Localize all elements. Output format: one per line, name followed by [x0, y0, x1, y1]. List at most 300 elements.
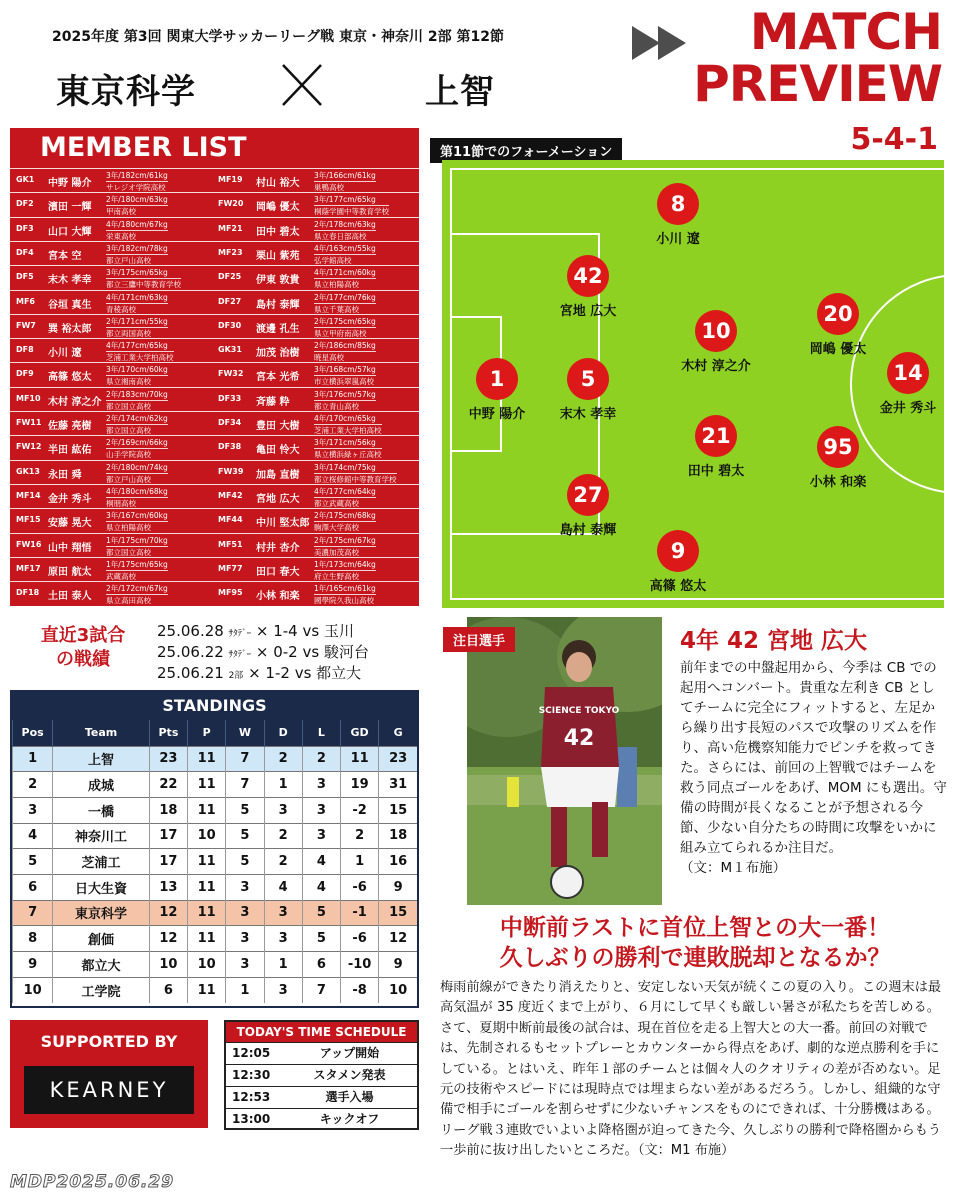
member-name: 末木 孝幸	[48, 275, 92, 287]
member-profile	[314, 316, 376, 339]
member-name: 亀田 怜大	[256, 445, 300, 457]
supported-by-label: SUPPORTED BY	[40, 1032, 178, 1051]
standings-cell: 1	[13, 746, 53, 772]
standings-row	[13, 900, 418, 926]
player-name: 宮地 広大	[559, 304, 617, 319]
member-row	[10, 217, 214, 241]
member-row	[214, 411, 419, 435]
member-profile	[106, 364, 168, 387]
member-school: 都立武蔵高校	[314, 498, 359, 508]
formation-pitch	[442, 160, 944, 608]
standings-cell: 3	[226, 952, 264, 978]
title-line-preview: PREVIEW	[693, 55, 942, 113]
member-position: MF19	[218, 175, 243, 184]
member-profile	[314, 583, 376, 606]
member-school: 國學院久我山高校	[314, 596, 374, 606]
member-profile	[314, 194, 389, 217]
standings-cell: 31	[379, 772, 417, 798]
standings-row	[13, 797, 418, 823]
sponsor-box	[10, 1020, 208, 1128]
member-name: 中川 堅太郎	[256, 518, 310, 530]
standings-row	[13, 746, 418, 772]
member-school: 甲南高校	[106, 207, 136, 217]
member-name: 山口 大輝	[48, 226, 92, 238]
formation-label: 第11節でのフォーメーション	[430, 138, 622, 163]
standings-cell: 1	[341, 849, 379, 875]
standings-cell: 10	[13, 977, 53, 1003]
standings-cell: 5	[226, 797, 264, 823]
member-stats: 3年/170cm/60kg	[106, 365, 168, 375]
standings-cell: 11	[188, 849, 226, 875]
member-row	[10, 581, 214, 605]
member-stats: 1年/175cm/65kg	[106, 559, 168, 569]
player-name: 小林 和楽	[809, 475, 867, 490]
member-school: 武蔵高校	[106, 571, 136, 581]
member-name: 土田 泰人	[48, 591, 92, 603]
standings-cell: 6	[13, 874, 53, 900]
standings-cell: 19	[341, 772, 379, 798]
formation-player	[633, 183, 723, 247]
member-school: 都立国立高校	[106, 547, 151, 557]
member-profile	[314, 340, 376, 363]
member-position: MF77	[218, 563, 243, 573]
article-headline	[440, 913, 950, 973]
member-position: FW39	[218, 466, 244, 476]
standings-cell: 22	[149, 772, 187, 798]
schedule-event: スタメン発表	[313, 1068, 386, 1082]
member-stats: 4年/171cm/60kg	[314, 268, 376, 278]
standings-header-cell: D	[264, 720, 302, 746]
headline-line2: 久しぶりの勝利で連敗脱却となるか？	[499, 945, 891, 971]
member-school: 芝浦工業大学柏高校	[314, 426, 382, 435]
standings-cell: 6	[302, 952, 340, 978]
formation-player	[671, 415, 761, 479]
standings-cell: 17	[149, 849, 187, 875]
member-school: 青稜高校	[106, 304, 136, 314]
member-stats: 2年/183cm/70kg	[106, 389, 168, 399]
standings-cell: 東京科学	[53, 900, 150, 926]
member-school: 都立国立高校	[106, 426, 151, 435]
jersey-text: SCIENCE TOKYO	[538, 706, 620, 716]
member-position: DF2	[16, 199, 34, 209]
member-name: 斉藤 粋	[256, 396, 290, 408]
player-number-badge: 27	[567, 474, 609, 516]
member-stats: 3年/167cm/60kg	[106, 511, 168, 521]
standings-cell: 創価	[53, 926, 150, 952]
standings-cell: -2	[341, 797, 379, 823]
member-school: 栄東高校	[106, 231, 136, 241]
match-result: × 1-2 vs 都立大	[248, 664, 362, 682]
member-row	[10, 508, 214, 532]
featured-player-text	[680, 658, 948, 878]
member-row	[10, 533, 214, 557]
member-position: DF30	[218, 320, 242, 330]
member-school: サレジオ学院高校	[106, 183, 166, 192]
player-number-badge: 14	[887, 352, 929, 394]
member-profile	[106, 389, 168, 412]
standings-cell: 11	[188, 977, 226, 1003]
standings-cell: 9	[379, 952, 417, 978]
member-name: 村山 裕大	[256, 178, 300, 189]
standings-cell: -8	[341, 977, 379, 1003]
member-profile	[106, 486, 168, 509]
standings-cell: 3	[264, 977, 302, 1003]
member-row	[214, 557, 419, 581]
member-name: 宮地 広大	[256, 493, 300, 505]
member-position: GK1	[16, 175, 35, 184]
standings-cell: 神奈川工	[53, 823, 150, 849]
standings-cell: 7	[226, 772, 264, 798]
standings-header-row	[13, 720, 418, 746]
formation-player	[793, 293, 883, 357]
standings-cell: 5	[226, 849, 264, 875]
member-stats: 3年/177cm/65kg	[314, 194, 389, 206]
match-competition: ｻﾀﾃﾞｰ	[228, 650, 252, 660]
standings-header-cell: Team	[53, 720, 150, 746]
standings-cell: 9	[13, 952, 53, 978]
player-name: 岡嶋 優太	[809, 342, 867, 357]
standings-cell: 3	[226, 900, 264, 926]
standings-header-cell: L	[302, 720, 340, 746]
standings-cell: 3	[264, 926, 302, 952]
member-profile	[314, 413, 382, 436]
member-profile	[106, 510, 168, 533]
member-name: 加島 直樹	[256, 469, 300, 481]
player-name: 島村 泰輝	[559, 523, 617, 538]
standings-cell: 3	[264, 797, 302, 823]
featured-player-label: 注目選手	[443, 627, 515, 652]
standings-cell: 3	[226, 874, 264, 900]
member-stats: 3年/174cm/75kg	[314, 462, 397, 474]
standings-cell: -10	[341, 952, 379, 978]
match-result: × 0-2 vs 駿河台	[255, 643, 369, 661]
member-row	[10, 168, 214, 192]
member-stats: 2年/171cm/55kg	[106, 316, 168, 326]
featured-player-description: 前年までの中盤起用から、今季は CB での起用へコンバート。貴重な左利き CB としてチームに完全にフィットすると、左足から繰り出す長短のパスで攻撃のリズムを作り、高い危機察知能力でピンチを救ってきた。さらには、前回の上智戦ではチームを救う同点ゴールをあげ、MOM にも選出。守備の時間が長くなることが予想される今節、少ない自分たちの時間に攻撃をいかに組み立てられるか注目だ。	[680, 660, 947, 856]
member-row	[10, 338, 214, 362]
standings-cell: 5	[302, 926, 340, 952]
standings-cell: 日大生資	[53, 874, 150, 900]
member-position: MF15	[16, 515, 41, 525]
member-profile	[106, 243, 168, 266]
standings-cell: 10	[188, 823, 226, 849]
member-name: 中野 陽介	[48, 178, 92, 189]
member-profile	[314, 486, 376, 509]
member-profile	[314, 559, 376, 582]
member-row	[214, 435, 419, 459]
member-name: 渡邊 孔生	[256, 323, 300, 335]
standings-cell: 1	[226, 977, 264, 1003]
member-row	[214, 460, 419, 484]
member-school: 都立青山高校	[314, 401, 359, 411]
recent-label-line1: 直近3試合	[40, 625, 126, 646]
featured-player-credit: （文：M１布施）	[680, 860, 787, 876]
member-row	[10, 314, 214, 338]
sponsor-logo: KEARNEY	[24, 1066, 194, 1114]
member-profile	[106, 413, 168, 436]
member-stats: 3年/166cm/61kg	[314, 171, 376, 180]
member-position: DF27	[218, 296, 242, 306]
member-name: 宮本 空	[48, 250, 82, 262]
member-position: MF17	[16, 563, 41, 573]
member-position: DF34	[218, 418, 242, 427]
member-profile	[314, 364, 376, 387]
member-name: 山中 翔悟	[48, 542, 92, 554]
member-row	[10, 460, 214, 484]
member-name: 金井 秀斗	[48, 493, 92, 505]
member-list-title: MEMBER LIST	[40, 132, 247, 163]
standings-cell: 3	[226, 926, 264, 952]
standings-row	[13, 926, 418, 952]
formation-player	[543, 358, 633, 422]
member-position: FW11	[16, 418, 42, 427]
member-stats: 2年/177cm/76kg	[314, 292, 376, 302]
member-school: 美濃加茂高校	[314, 547, 359, 557]
member-school: 桐蔭学園中等教育学校	[314, 207, 389, 217]
standings-cell: 2	[13, 772, 53, 798]
member-stats: 4年/171cm/63kg	[106, 292, 168, 302]
member-name: 濱田 一輝	[48, 202, 92, 214]
standings-cell: 1	[264, 952, 302, 978]
league-title: 2025年度 第3回 関東大学サッカーリーグ戦 東京・神奈川 2部 第12節	[52, 29, 505, 45]
member-row	[10, 387, 214, 411]
featured-player-photo	[467, 617, 662, 905]
member-stats: 1年/165cm/61kg	[314, 584, 376, 594]
member-profile	[106, 340, 174, 363]
member-row	[214, 314, 419, 338]
member-stats: 3年/182cm/61kg	[106, 171, 168, 180]
member-position: MF21	[218, 223, 243, 233]
schedule-row	[226, 1108, 417, 1130]
member-position: FW16	[16, 539, 42, 549]
home-team-name: 東京科学	[56, 72, 196, 112]
member-name: 原田 航太	[48, 566, 92, 578]
standings-table-panel	[10, 690, 419, 1008]
member-profile	[106, 583, 168, 606]
member-school: 府立生野高校	[314, 571, 359, 581]
member-position: MF6	[16, 296, 35, 306]
standings-cell: 5	[302, 900, 340, 926]
member-stats: 2年/169cm/66kg	[106, 438, 168, 448]
member-position: DF38	[218, 442, 242, 452]
standings-cell: 3	[302, 823, 340, 849]
member-profile	[314, 437, 382, 460]
standings-header-cell: W	[226, 720, 264, 746]
standings-cell: 7	[226, 746, 264, 772]
member-profile	[314, 535, 376, 558]
member-stats: 4年/180cm/68kg	[106, 486, 168, 496]
member-position: DF8	[16, 345, 34, 355]
member-row	[214, 168, 419, 192]
member-stats: 2年/186cm/85kg	[314, 341, 376, 351]
standings-cell: 23	[149, 746, 187, 772]
standings-cell: 11	[188, 874, 226, 900]
member-name: 安藤 晃大	[48, 518, 92, 530]
player-number-badge: 21	[695, 415, 737, 457]
match-competition: ｻﾀﾃﾞｰ	[228, 629, 252, 639]
member-position: MF51	[218, 539, 243, 549]
standings-cell: 11	[341, 746, 379, 772]
member-list-panel	[10, 128, 419, 606]
match-date: 25.06.28	[157, 622, 224, 640]
schedule-time: 12:05	[232, 1046, 271, 1060]
member-position: FW32	[218, 369, 244, 379]
standings-cell: 18	[379, 823, 417, 849]
standings-cell: 16	[379, 849, 417, 875]
member-name: 田中 碧太	[256, 226, 300, 238]
player-number-badge: 20	[817, 293, 859, 335]
member-profile	[314, 170, 376, 193]
member-row	[214, 265, 419, 289]
standings-cell: 2	[264, 849, 302, 875]
member-name: 谷垣 真生	[48, 299, 92, 311]
member-row	[214, 484, 419, 508]
formation-code: 5-4-1	[850, 122, 938, 157]
standings-cell: 3	[264, 900, 302, 926]
standings-cell: 4	[264, 874, 302, 900]
recent-match	[157, 641, 369, 662]
member-stats: 3年/176cm/57kg	[314, 389, 376, 399]
issue-date: MDP2025.06.29	[10, 1172, 175, 1192]
member-row	[10, 290, 214, 314]
member-school: 県立柏陽高校	[314, 280, 359, 290]
member-name: 高篠 悠太	[48, 372, 92, 384]
recent-label-line2: の戦績	[56, 649, 110, 670]
standings-cell: 11	[188, 772, 226, 798]
standings-cell: 5	[226, 823, 264, 849]
member-school: 県立春日部高校	[314, 231, 367, 241]
formation-player	[671, 310, 761, 374]
member-stats: 4年/170cm/65kg	[314, 413, 382, 425]
standings-cell: 9	[379, 874, 417, 900]
schedule-event: 選手入場	[325, 1090, 374, 1104]
title-line-match: MATCH	[749, 3, 942, 61]
formation-player	[863, 352, 944, 416]
member-school: 県立柏陽高校	[106, 523, 151, 533]
jersey-number: 42	[563, 726, 595, 751]
member-name: 豊田 大樹	[256, 421, 300, 432]
member-row	[214, 533, 419, 557]
member-row	[10, 557, 214, 581]
standings-row	[13, 952, 418, 978]
standings-cell: 2	[264, 823, 302, 849]
standings-row	[13, 874, 418, 900]
player-number-badge: 9	[657, 530, 699, 572]
member-position: MF23	[218, 247, 243, 257]
member-stats: 3年/171cm/56kg	[314, 437, 382, 449]
member-profile	[314, 510, 376, 533]
member-row	[10, 362, 214, 386]
standings-cell: 13	[149, 874, 187, 900]
member-position: DF25	[218, 272, 242, 282]
member-profile	[314, 292, 376, 315]
member-position: DF4	[16, 247, 34, 257]
member-name: 島村 泰輝	[256, 299, 300, 311]
member-stats: 4年/163cm/55kg	[314, 243, 376, 253]
player-number-badge: 8	[657, 183, 699, 225]
member-stats: 2年/175cm/65kg	[314, 316, 376, 326]
standings-header-cell: Pos	[13, 720, 53, 746]
member-position: MF14	[16, 490, 41, 500]
member-row	[10, 241, 214, 265]
recent-match	[157, 620, 354, 641]
member-stats: 4年/177cm/64kg	[314, 486, 376, 496]
member-position: GK31	[218, 345, 242, 355]
formation-player	[452, 358, 542, 422]
member-row	[214, 217, 419, 241]
schedule-time: 12:53	[232, 1090, 271, 1104]
member-name: 村井 杏介	[256, 542, 300, 554]
standings-table	[12, 720, 417, 1003]
standings-cell: 4	[302, 849, 340, 875]
member-profile	[314, 267, 376, 290]
member-name: 木村 淳之介	[48, 396, 102, 408]
member-position: DF18	[16, 588, 40, 598]
standings-cell: -6	[341, 874, 379, 900]
member-profile	[106, 535, 168, 558]
member-school: 巣鴨高校	[314, 183, 344, 192]
member-name: 伊東 敦貴	[256, 275, 300, 287]
standings-cell: 15	[379, 900, 417, 926]
player-name: 田中 碧太	[687, 464, 745, 479]
standings-cell: 工学院	[53, 977, 150, 1003]
member-stats: 2年/180cm/74kg	[106, 462, 168, 472]
member-school: 都立桜修館中等教育学校	[314, 474, 397, 484]
member-school: 市立横浜翠嵐高校	[314, 377, 374, 387]
standings-header-cell: GD	[341, 720, 379, 746]
member-school: 桐朋高校	[106, 498, 136, 508]
member-school: 県立高田高校	[106, 596, 151, 606]
player-name: 小川 遼	[656, 232, 700, 247]
member-stats: 3年/182cm/78kg	[106, 243, 168, 253]
member-profile	[314, 462, 397, 485]
standings-cell: 一橋	[53, 797, 150, 823]
standings-cell: 芝浦工	[53, 849, 150, 875]
member-stats: 3年/175cm/65kg	[106, 267, 181, 279]
standings-cell: 4	[13, 823, 53, 849]
standings-cell: 7	[302, 977, 340, 1003]
schedule-title: TODAY'S TIME SCHEDULE	[226, 1022, 417, 1042]
player-name: 木村 淳之介	[681, 359, 751, 374]
schedule-time: 12:30	[232, 1068, 271, 1082]
match-competition: 2部	[228, 671, 244, 681]
member-school: 都立戸山高校	[106, 255, 151, 265]
standings-cell: 3	[302, 772, 340, 798]
member-position: FW7	[16, 320, 36, 330]
member-school: 暁星高校	[314, 353, 344, 363]
member-name: 佐藤 亮樹	[48, 421, 92, 432]
member-row	[10, 192, 214, 216]
member-row	[10, 265, 214, 289]
member-row	[214, 508, 419, 532]
schedule-row	[226, 1086, 417, 1108]
standings-cell: 11	[188, 797, 226, 823]
member-row	[10, 484, 214, 508]
member-name: 田口 春大	[256, 566, 300, 578]
member-row	[10, 411, 214, 435]
standings-header-cell: Pts	[149, 720, 187, 746]
member-profile	[106, 194, 168, 217]
player-number-badge: 5	[567, 358, 609, 400]
member-stats: 2年/175cm/67kg	[314, 535, 376, 545]
member-school: 県立千葉高校	[314, 304, 359, 314]
member-stats: 2年/178cm/63kg	[314, 219, 376, 229]
article-body: 梅雨前線ができたり消えたりと、安定しない天気が続くこの夏の入り。この週末は最高気温が 35 度近くまで上がり、６月にして早くも厳しい暑さが私たちを苦しめる。さて、夏期中断前最後の試合は、現在首位を走る上智大との大一番。前回の対戦では、先制されるもセットプレーとカウンターから得点をあげ、劇的な逆点勝利を手にしている。とはいえ、昨年１部のチームとは個々人のクオリティの差が否めない。足元の技術やスピードには現時点では埋まらない差があるだろう。しかし、組織的な守備で相手にゴールを割らせずに少ないチャンスをものにできれば、十分勝機はある。リーグ戦３連敗でいよいよ降格圏が迫ってきた今、久しぶりの勝利で降格圏からもう一歩前に抜け出したいところだ。（文：M1 布施）	[440, 980, 942, 1159]
standings-cell: 23	[379, 746, 417, 772]
match-preview-title	[662, 3, 942, 113]
match-date: 25.06.22	[157, 643, 224, 661]
member-school: 都立国立高校	[106, 401, 151, 411]
